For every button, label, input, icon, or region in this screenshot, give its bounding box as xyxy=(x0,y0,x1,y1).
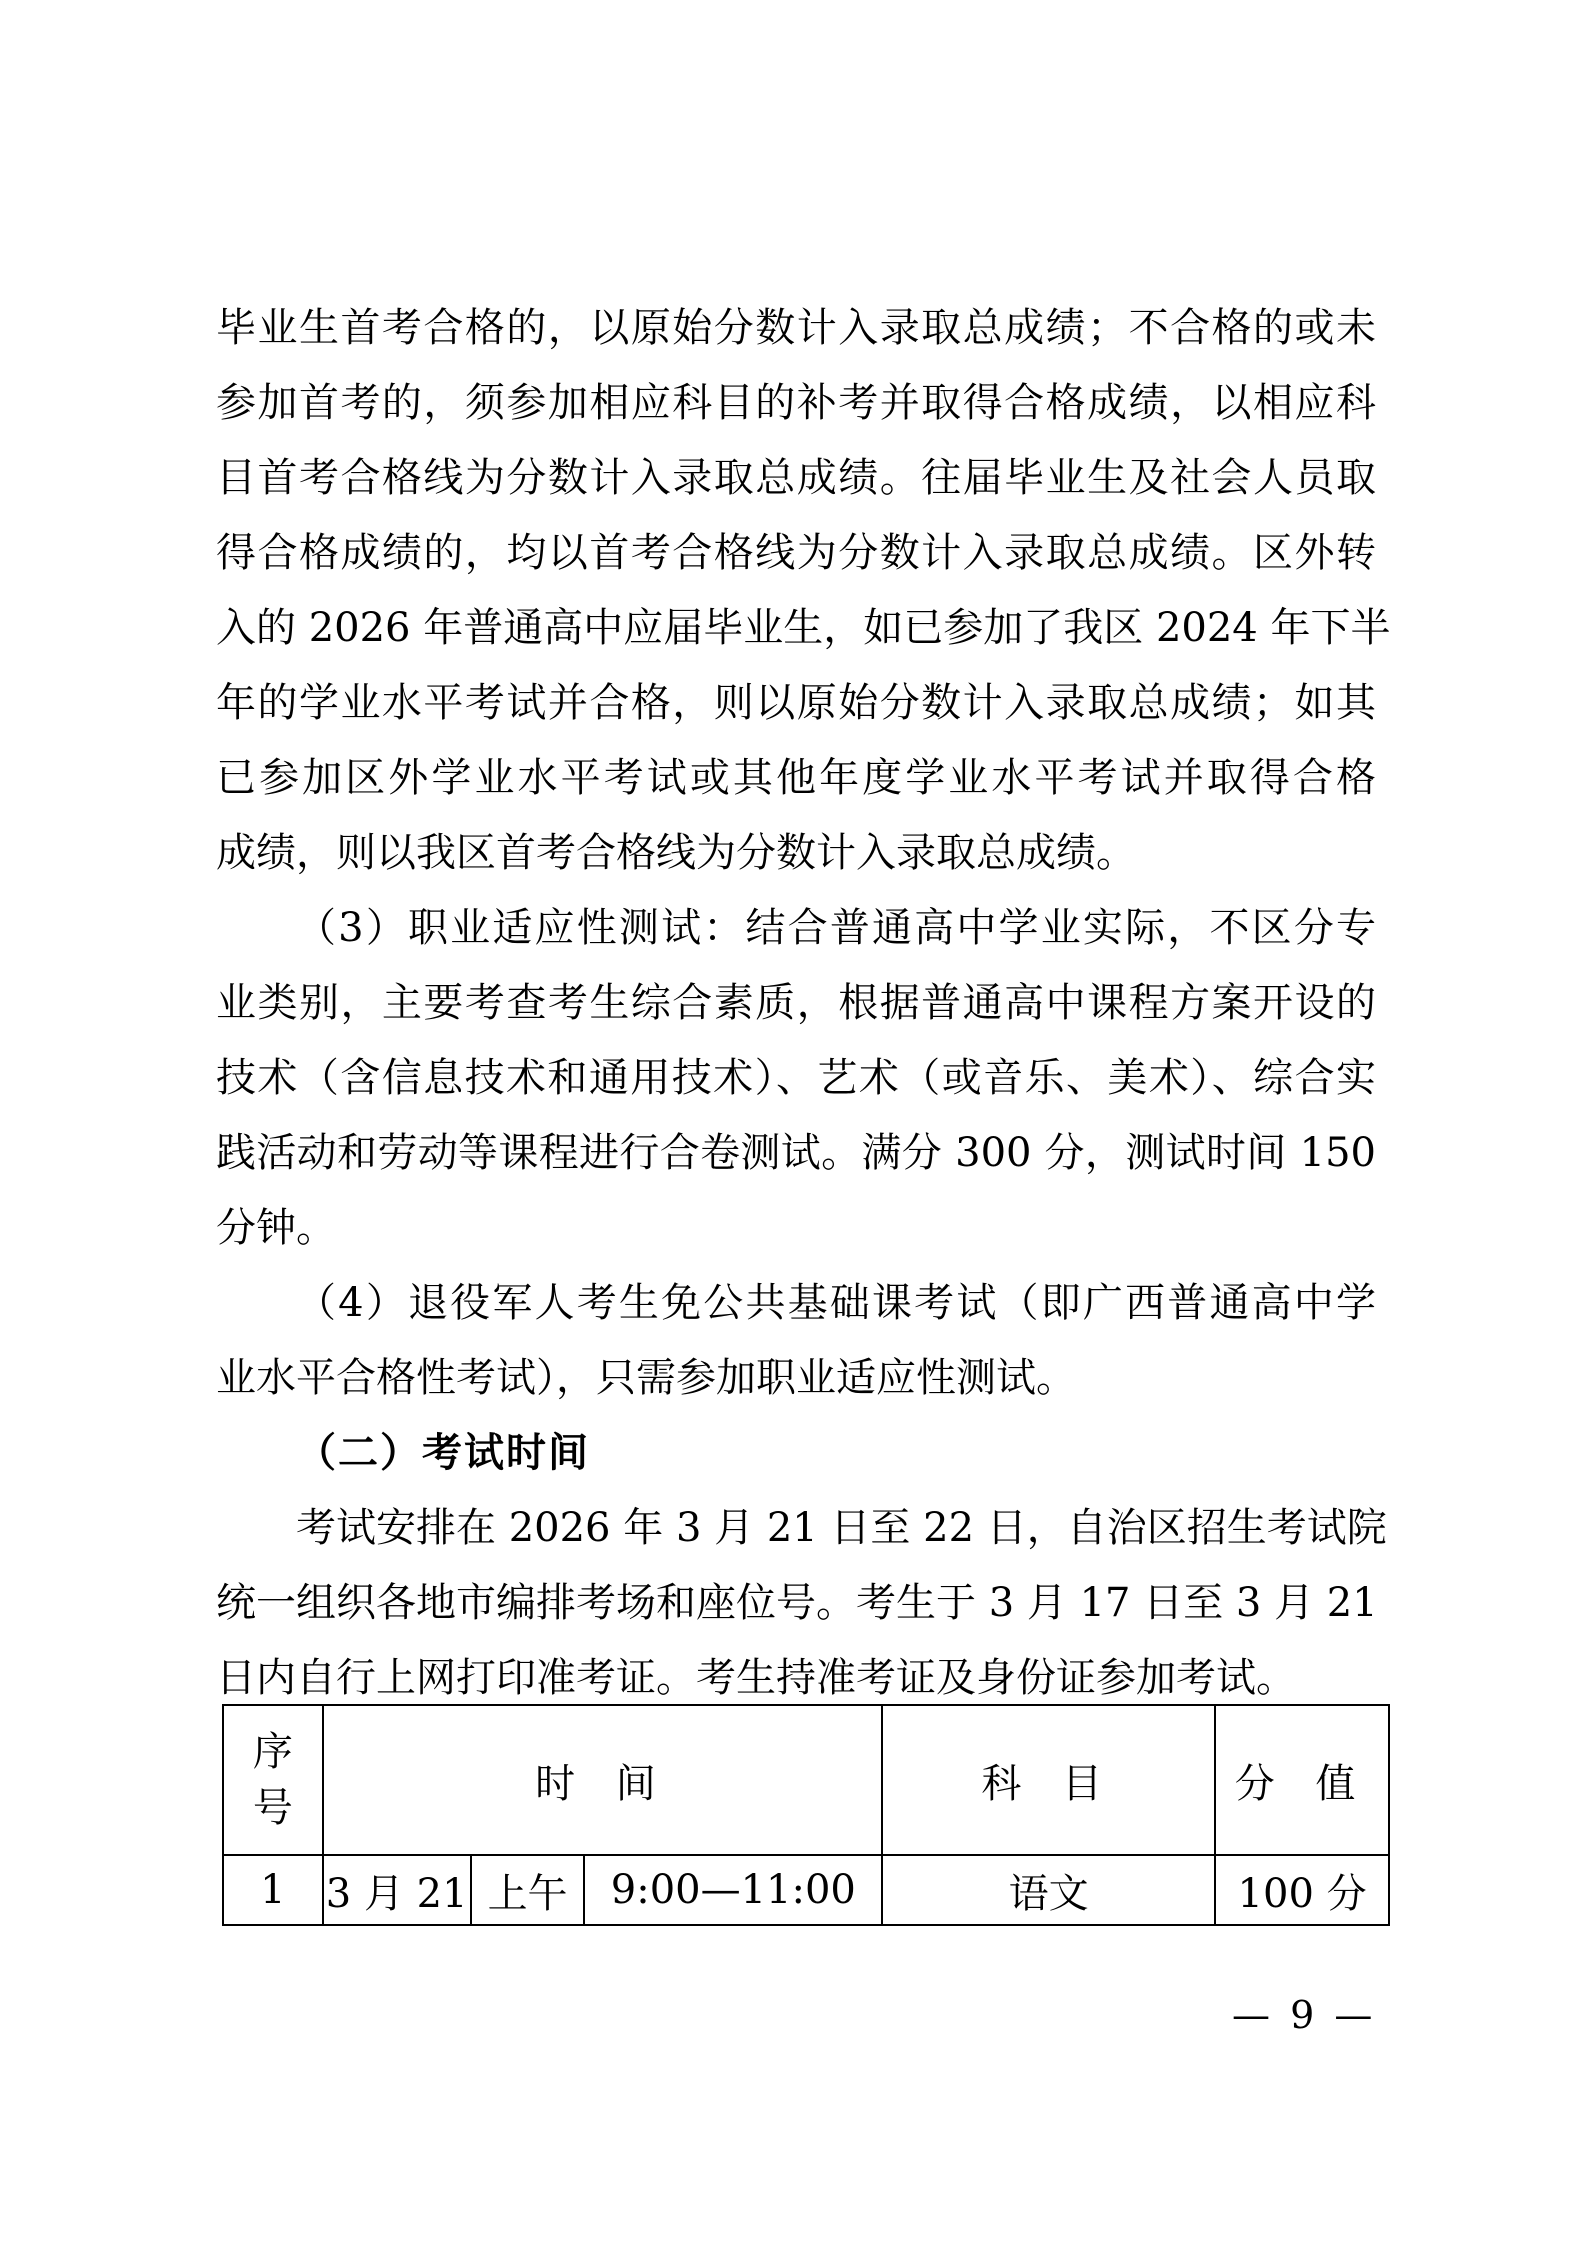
body-line: 业类别，主要考查考生综合素质，根据普通高中课程方案开设的 xyxy=(216,980,1376,1026)
body-line: 日内自行上网打印准考证。考生持准考证及身份证参加考试。 xyxy=(216,1655,1296,1701)
header-seq-line1: 序 xyxy=(252,1729,293,1775)
page-number: — 9 — xyxy=(1232,1993,1377,2037)
body-line: 参加首考的，须参加相应科目的补考并取得合格成绩，以相应科 xyxy=(216,380,1376,426)
body-line: 分钟。 xyxy=(216,1205,336,1251)
cell-period: 上午 xyxy=(471,1855,585,1925)
header-time: 时 间 xyxy=(323,1705,883,1855)
body-line: 践活动和劳动等课程进行合卷测试。满分 300 分，测试时间 150 xyxy=(216,1130,1376,1176)
body-line: 目首考合格线为分数计入录取总成绩。往届毕业生及社会人员取 xyxy=(216,455,1376,501)
header-subject: 科 目 xyxy=(882,1705,1215,1855)
table-row xyxy=(223,1855,1389,1925)
header-score: 分 值 xyxy=(1215,1705,1389,1855)
body-line: （4）退役军人考生免公共基础课考试（即广西普通高中学 xyxy=(296,1280,1376,1326)
section-heading: （二）考试时间 xyxy=(296,1429,590,1476)
header-seq-line2: 号 xyxy=(252,1785,293,1831)
cell-score: 100 分 xyxy=(1215,1855,1389,1925)
table-header-row xyxy=(223,1705,1389,1855)
cell-hours: 9:00—11:00 xyxy=(584,1855,882,1925)
body-line: 技术（含信息技术和通用技术）、艺术（或音乐、美术）、综合实 xyxy=(216,1055,1376,1101)
body-line: 已参加区外学业水平考试或其他年度学业水平考试并取得合格 xyxy=(216,755,1376,801)
body-line: 成绩，则以我区首考合格线为分数计入录取总成绩。 xyxy=(216,830,1136,876)
body-line: 统一组织各地市编排考场和座位号。考生于 3 月 17 日至 3 月 21 xyxy=(216,1580,1378,1626)
body-line: 毕业生首考合格的，以原始分数计入录取总成绩；不合格的或未 xyxy=(216,305,1376,351)
cell-date: 3 月 21 xyxy=(323,1855,471,1925)
exam-schedule-table xyxy=(222,1704,1390,1926)
cell-subject: 语文 xyxy=(882,1855,1215,1925)
body-line: 得合格成绩的，均以首考合格线为分数计入录取总成绩。区外转 xyxy=(216,530,1376,576)
body-line: 入的 2026 年普通高中应届毕业生，如已参加了我区 2024 年下半 xyxy=(216,605,1391,651)
body-line: 年的学业水平考试并合格，则以原始分数计入录取总成绩；如其 xyxy=(216,680,1376,726)
body-line: （3）职业适应性测试：结合普通高中学业实际，不区分专 xyxy=(296,905,1376,951)
header-seq xyxy=(223,1705,323,1855)
body-line: 业水平合格性考试），只需参加职业适应性测试。 xyxy=(216,1355,1076,1401)
cell-seq: 1 xyxy=(223,1855,323,1925)
body-line: 考试安排在 2026 年 3 月 21 日至 22 日，自治区招生考试院 xyxy=(296,1505,1387,1551)
